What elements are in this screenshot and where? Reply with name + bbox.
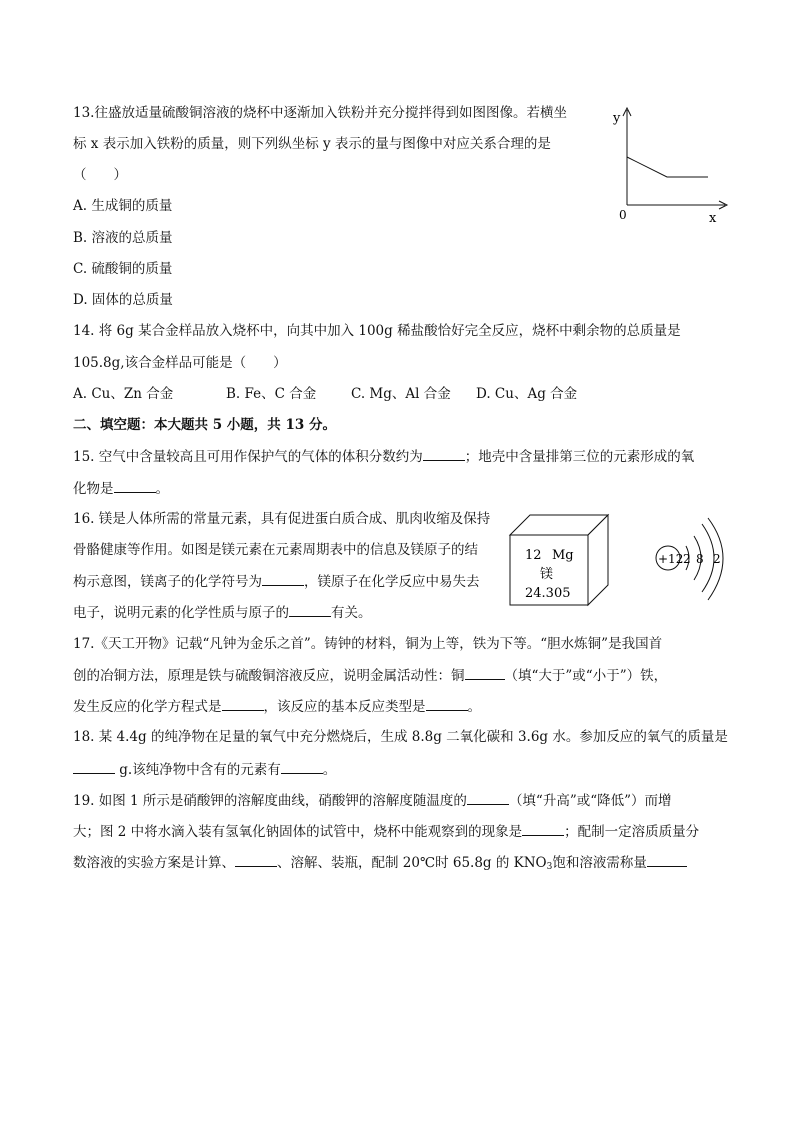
q13-option-a: A. 生成铜的质量 <box>73 198 173 214</box>
x-axis-label: x <box>709 211 717 226</box>
q13-option-c: C. 硫酸铜的质量 <box>73 261 173 277</box>
q18-text-b: 。 <box>322 762 337 778</box>
q15-text-b: ；地壳中含量排第三位的元素形成的氧 <box>464 449 695 465</box>
q19-text-a: 19. 如图 1 所示是硝酸钾的溶解度曲线，硝酸钾的溶解度随温度的 <box>73 793 467 809</box>
q19-blank-3[interactable] <box>235 852 277 867</box>
q14-option-a: A. Cu、Zn 合金 <box>73 386 174 402</box>
q19-text-e: 数溶液的实验方案是计算、 <box>73 855 235 871</box>
q14-option-d: D. Cu、Ag 合金 <box>476 386 578 402</box>
q17-text-d: ，该反应的基本反应类型是 <box>263 699 426 715</box>
q19-line3 <box>73 852 687 877</box>
q13-line2: 标 x 表示加入铁粉的质量，则下列纵坐标 y 表示的量与图像中对应关系合理的是 <box>73 136 551 152</box>
q15-line2 <box>73 478 169 499</box>
q13-line1: 13.往盛放适量硫酸铜溶液的烧杯中逐渐加入铁粉并充分搅拌得到如图图像。若横坐 <box>73 105 567 121</box>
q16-line1: 16. 镁是人体所需的常量元素，具有促进蛋白质合成、肌肉收缩及保持 <box>73 511 491 527</box>
q14-option-b: B. Fe、C 合金 <box>226 386 317 402</box>
q15-text-d: 。 <box>155 481 169 497</box>
q13-option-d: D. 固体的总质量 <box>73 292 173 308</box>
section-heading: 二、填空题：本大题共 5 小题，共 13 分。 <box>73 417 336 433</box>
q17-text-a: 创的冶铜方法，原理是铁与硫酸铜溶液反应，说明金属活动性：铜 <box>73 668 465 684</box>
q19-text-g: 饱和溶液需称量 <box>552 855 647 871</box>
q17-line3 <box>73 696 481 717</box>
q13-option-b: B. 溶液的总质量 <box>73 230 173 246</box>
y-axis-label: y <box>613 111 621 126</box>
q14-option-c: C. Mg、Al 合金 <box>351 386 451 402</box>
q19-line1 <box>73 790 672 811</box>
q19-text-b: （填“升高”或“降低”）而增 <box>508 793 672 809</box>
nuclear-charge: +12 <box>658 552 684 566</box>
q19-blank-2[interactable] <box>522 821 564 836</box>
q13-graph <box>605 100 735 230</box>
q16-line4 <box>73 602 372 623</box>
q16-blank-2[interactable] <box>289 602 331 617</box>
q19-blank-1[interactable] <box>467 790 509 805</box>
q16-blank-1[interactable] <box>262 571 304 586</box>
q15-blank-1[interactable] <box>423 446 465 461</box>
graph-curve <box>627 157 708 177</box>
q19-subscript: 3 <box>546 862 553 872</box>
q18-blank-2[interactable] <box>281 759 323 774</box>
q15-text-a: 15. 空气中含量较高且可用作保护气的气体的体积分数约为 <box>73 449 423 465</box>
q17-line2 <box>73 665 667 686</box>
q17-text-b: （填“大于”或“小于”）铁， <box>504 668 668 684</box>
element-symbol: Mg <box>552 548 574 563</box>
q16-text-c: 电子，说明元素的化学性质与原子的 <box>73 605 289 621</box>
q16-text-b: ，镁原子在化学反应中易失去 <box>304 574 480 590</box>
q15-line1 <box>73 446 694 467</box>
q19-blank-4[interactable] <box>647 852 687 867</box>
q16-line2: 骨骼健康等作用。如图是镁元素在元素周期表中的信息及镁原子的结 <box>73 542 478 558</box>
q16-text-a: 构示意图，镁离子的化学符号为 <box>73 574 262 590</box>
q15-blank-2[interactable] <box>114 478 156 493</box>
shell-count-3: 2 <box>713 552 721 566</box>
q16-line3 <box>73 571 480 592</box>
shell-count-2: 8 <box>696 552 704 566</box>
q18-text-a: g.该纯净物中含有的元素有 <box>115 762 281 778</box>
q19-text-c: 大；图 2 中将水滴入装有氢氧化钠固体的试管中，烧杯中能观察到的现象是 <box>73 824 523 840</box>
atomic-number: 12 <box>525 548 542 563</box>
magnesium-element-cell <box>505 510 620 610</box>
q17-line1: 17.《天工开物》记载“凡钟为金乐之首”。铸钟的材料，铜为上等，铁为下等。“胆水炼铜”是我国首 <box>73 636 663 652</box>
q18-line1: 18. 某 4.4g 的纯净物在足量的氧气中充分燃烧后，生成 8.8g 二氧化碳和 3.6g 水。参加反应的氧气的质量是 <box>73 729 728 745</box>
q19-text-d: ；配制一定溶质质量分 <box>564 824 700 840</box>
q17-text-c: 发生反应的化学方程式是 <box>73 699 222 715</box>
q17-text-e: 。 <box>467 699 481 715</box>
q17-blank-3[interactable] <box>426 696 468 711</box>
q17-blank-2[interactable] <box>222 696 264 711</box>
atomic-mass: 24.305 <box>525 586 571 601</box>
q19-line2 <box>73 821 699 842</box>
q18-line2 <box>73 759 336 780</box>
element-name: 镁 <box>540 567 554 582</box>
q14-line1: 14. 将 6g 某合金样品放入烧杯中，向其中加入 100g 稀盐酸恰好完全反应，烧杯中剩余物的总质量是 <box>73 323 681 339</box>
q16-text-d: 有关。 <box>331 605 372 621</box>
origin-label: 0 <box>619 208 627 222</box>
q13-paren: （ ） <box>73 167 127 183</box>
q17-blank-1[interactable] <box>465 665 505 680</box>
q19-text-f: 、溶解、装瓶，配制 20℃时 65.8g 的 KNO <box>277 855 547 871</box>
q18-blank-1[interactable] <box>73 759 115 774</box>
q14-line2: 105.8g,该合金样品可能是（ ） <box>73 355 287 371</box>
shell-count-1: 2 <box>683 552 691 566</box>
q15-text-c: 化物是 <box>73 481 114 497</box>
magnesium-atom-diagram <box>648 508 728 608</box>
q14-options <box>73 384 577 404</box>
